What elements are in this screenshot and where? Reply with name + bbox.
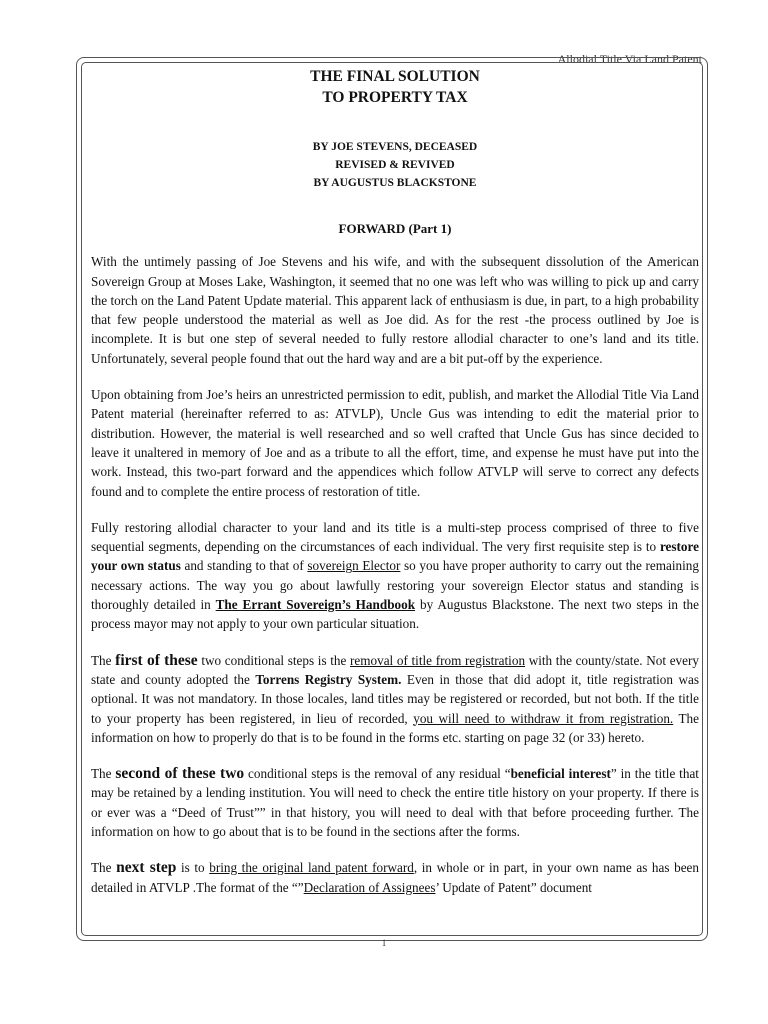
emphasis-withdraw-registration: you will need to withdraw it from registration. bbox=[413, 710, 674, 726]
document-title bbox=[91, 66, 699, 108]
byline bbox=[91, 138, 699, 192]
emphasis-restore-status: restore your own status bbox=[91, 539, 699, 574]
section-heading: FORWARD (Part 1) bbox=[338, 221, 452, 236]
text-run: with the county/state. Not every state and county adopted the bbox=[91, 652, 699, 687]
text-run: ’ Update of Patent” document bbox=[435, 879, 592, 895]
text-run: is to bbox=[176, 860, 210, 876]
paragraph-1: With the untimely passing of Joe Stevens and his wife, and with the subsequent dissolution of the American Sovereign Group at Moses Lake, Washington, it seemed that no one was left who was willing to pick up and carry the torch on the Land Patent Update material. This apparent lack of enthusiasm is due, in part, to a high probability that few people understood the material as well as Joe did. As for the rest -the process outlined by Joe is incomplete. It is but one step of several needed to fully restore allodial character to one’s land and its title. Unfortunately, several people found that out the hard way and are a bit put-off by the experience. bbox=[91, 254, 699, 366]
emphasis-first-of-these: first of these bbox=[115, 651, 198, 669]
emphasis-next-step: next step bbox=[116, 859, 177, 877]
text-run: Even in those that did adopt it, title registration was optional. It was not mandatory. In those locales, land titles may be registered or recorded, but not both. If the title to your property has been registered, in lieu of recorded, bbox=[91, 671, 699, 726]
emphasis-land-patent-forward: bring the original land patent forward bbox=[209, 860, 414, 876]
text-run: The bbox=[91, 766, 116, 782]
byline-revision: REVISED & REVIVED bbox=[335, 159, 455, 171]
book-title-handbook: The Errant Sovereign’s Handbook bbox=[215, 597, 416, 613]
text-run: , in whole or in part, in your own name as has been detailed in ATVLP .The format of the “” bbox=[91, 860, 699, 895]
text-run: The bbox=[91, 860, 117, 876]
byline-author: BY JOE STEVENS, DECEASED bbox=[312, 141, 478, 153]
title-line-2: TO PROPERTY TAX bbox=[322, 89, 468, 106]
text-run: The bbox=[91, 652, 116, 668]
page-number: 1 bbox=[381, 938, 387, 948]
paragraph-3 bbox=[91, 518, 699, 634]
text-run: The information on how to properly do that is to be found in the forms etc. starting on page 32 (or 33) hereto. bbox=[91, 710, 699, 745]
text-run: Fully restoring allodial character to your land and its title is a multi-step process comprised of three to five sequential segments, depending on the circumstances of each individual. The very first requisite step is to bbox=[91, 519, 699, 555]
text-run: by Augustus Blackstone. The next two steps in the process mayor may not apply to your own particular situation. bbox=[91, 597, 700, 632]
emphasis-beneficial-interest: beneficial interest bbox=[510, 766, 611, 782]
byline-reviser: BY AUGUSTUS BLACKSTONE bbox=[313, 177, 477, 189]
title-line-1: THE FINAL SOLUTION bbox=[310, 68, 480, 85]
running-header: Allodial Title Via Land Patent bbox=[554, 52, 706, 67]
text-run: ” in the title that may be retained by a lending institution. You will need to check the entire title history on your property. If there is or ever was a “Deed of Trust”” in that history, you will need to deal with that before proceeding further. The information on how to go about that is to be found in the sections after the forms. bbox=[91, 766, 699, 840]
text-run: two conditional steps is the bbox=[197, 652, 351, 668]
text-run: and standing to that of bbox=[180, 558, 308, 574]
paragraph-4 bbox=[91, 651, 699, 747]
text-run: conditional steps is the removal of any residual “ bbox=[244, 766, 511, 782]
emphasis-second-of-these: second of these two bbox=[115, 765, 245, 783]
text-run: so you have proper authority to carry out the remaining necessary actions. The way you go about lawfully restoring your sovereign Elector status and standing is thoroughly detailed in bbox=[91, 558, 699, 613]
paragraph-2: Upon obtaining from Joe’s heirs an unrestricted permission to edit, publish, and market the Allodial Title Via Land Patent material (hereinafter referred to as: ATVLP), Uncle Gus was intending to edit the material prior to distribution. However, the material is well researched and so well crafted that Uncle Gus has since decided to leave it unaltered in memory of Joe and as a tribute to all the effort, time, and expense he must have put into the work. Instead, this two-part forward and the appendices which follow ATVLP will serve to correct any defects found and to complete the entire process of restoration of title. bbox=[91, 387, 699, 499]
document-body bbox=[91, 66, 699, 914]
paragraph-6 bbox=[91, 858, 699, 897]
emphasis-declaration-of-assignees: Declaration of Assignees bbox=[303, 879, 436, 895]
emphasis-removal-of-title: removal of title from registration bbox=[350, 652, 526, 668]
paragraph-5 bbox=[91, 764, 699, 841]
emphasis-sovereign-elector: sovereign Elector bbox=[307, 558, 401, 574]
emphasis-torrens-registry: Torrens Registry System. bbox=[255, 671, 402, 687]
